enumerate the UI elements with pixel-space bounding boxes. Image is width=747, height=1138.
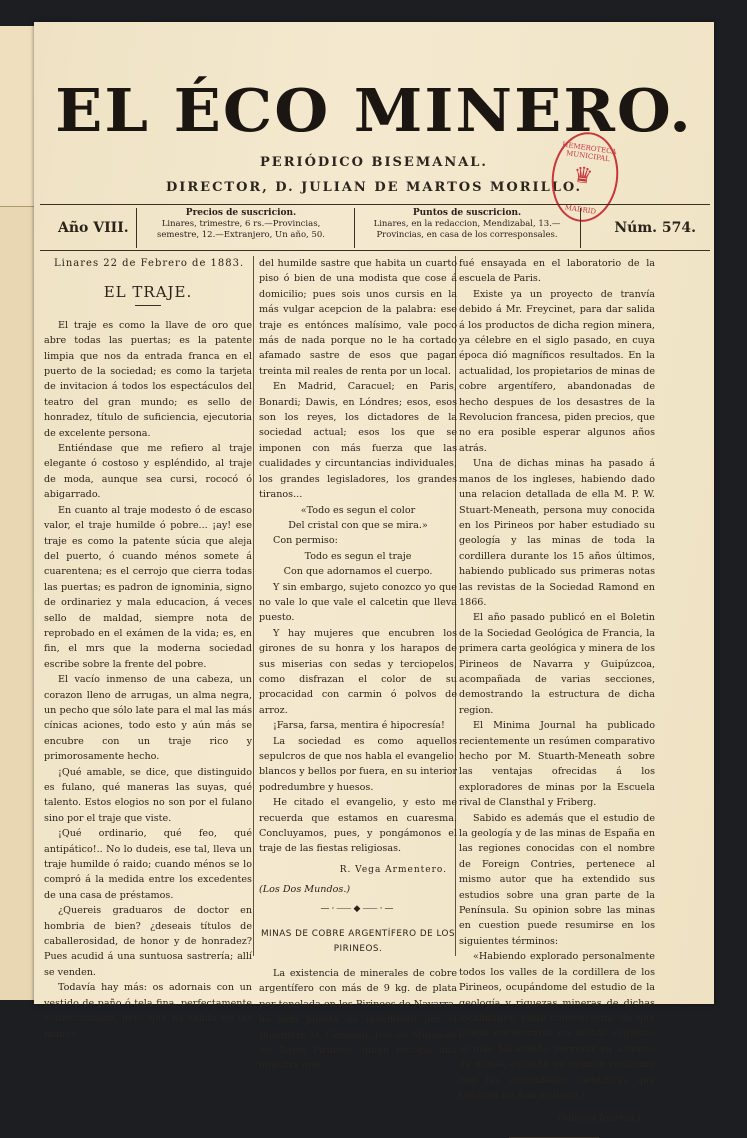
prices-title: Precios de suscricion. (185, 208, 297, 218)
source-note: (Los Dos Mundos.) (259, 884, 351, 896)
paragraph: He citado el evangelio, y esto me recuerda que estamos en cuaresma. Concluyamos, pues, y pongámonos el traje de las fiestas religiosas. (259, 797, 457, 855)
paragraph: En Madrid, Caracuel; en Paris, Bonardi; Dawis, en Lóndres; esos, esos son los reyes, los dictadores de la sociedad actual; esos los que se imponen con más fuerza que las cualidades y circuntancias individuales, los grandes legisladores, los grandes tiranos... (259, 381, 457, 501)
points-text: Linares, en la redaccion, Mendizabal, 13.—Provincias, en casa de los corresponsales. (373, 219, 561, 240)
paragraph: Una de dichas minas ha pasado á manos de los ingleses, habiendo dado una relacion detallada de ella M. P. W. Stuart-Meneath, persona muy conocida en los Pirineos por haber estudiado su geología y las minas de toda la cordillera durante los 15 años últimos, habiendo publicado sus primeras notas las revistas de la Sociedad Ramond en 1866. (459, 458, 655, 608)
title-dash (135, 305, 161, 306)
paragraph: Entiéndase que me refiero al traje elegante ó costoso y espléndido, al traje de moda, aunque sea cursi, rococó ó abigarrado. (44, 443, 252, 501)
paragraph: ¡Qué ordinario, qué feo, qué antipático!.. No lo dudeis, ese tal, lleva un traje humilde ó raido; cuando ménos se lo compró á la medida entre los excedentes de una casa de préstamos. (44, 828, 252, 901)
author-signature: R. Vega Armentero. (339, 864, 447, 875)
stamp-top-text: HEMEROTECA MUNICIPAL (561, 140, 618, 164)
paragraph: La existencia de minerales de cobre argentífero con más de 9 kg. de plata por tonelada en los Pirineos de Navarra, ha sido puesta de manifiesto por el Ingeniero M. Genseau, Jefe de Minas de los Bajos Pirineos, quien recogió una muestra que (259, 967, 457, 1072)
paragraph: Sabido es además que el estudio de la geología y de las minas de España en las regiones conocidas con el nombre de Foreign Contries, pertenece al mismo autor que ha extendido sus estudios sobre una gran parte de la Península. Su opinion sobre las minas en cuestion puede resumirse en los siguientes términos: (459, 812, 655, 947)
paragraph: ¡Farsa, farsa, mentira é hipocresía! (273, 720, 445, 732)
verse-line: Con que adornamos el cuerpo. (283, 566, 433, 578)
ornament-divider: —·⸺◆⸺·— (320, 903, 396, 914)
column-2 (259, 256, 457, 1074)
masthead-director: DIRECTOR, D. JULIAN DE MARTOS MORILLO. (166, 180, 582, 195)
points-title: Puntos de suscricion. (412, 208, 522, 218)
verse-line: «Todo es segun el color (300, 504, 416, 516)
source-note: (Mining Journal.) (557, 1113, 641, 1125)
previous-page-edge (0, 26, 37, 1000)
prices-text: Linares, trimestre, 6 rs.—Provincias, semestre, 12.—Extranjero, Un año, 50. (157, 219, 325, 240)
paragraph: Y hay mujeres que encubren los girones de su honra y los harapos de sus miserias con sedas y terciopelos, como disfrazan el color de su procacidad con carmin ó polvos de arroz. (259, 627, 457, 716)
column-3 (459, 256, 655, 1138)
paragraph: Y sin embargo, sujeto conozco yo que no vale lo que vale el calcetin que lleva puesto. (259, 581, 457, 624)
divider (354, 208, 355, 248)
column-1 (44, 256, 252, 1042)
article-title: EL TRAJE. (103, 283, 193, 302)
paragraph: El traje es como la llave de oro que abre todas las puertas; es la patente limpia que nos da entrada franca en el puerto de la sociedad; es como la tarjeta de invitacion á todos los espectáculos del teatro del gran mundo; es sello de honradez, título de suficiencia, ejecutoria de excelente persona. (44, 319, 252, 439)
masthead-title: EL ÉCO MINERO. (55, 75, 693, 146)
divider (580, 208, 581, 248)
paragraph: El vacío inmenso de una cabeza, un corazon lleno de arrugas, un alma negra, un pecho que sólo late para el mal las más cínicas aciones, todo esto y aún más se encubre con un traje rico y primorosamente hecho. (44, 674, 252, 763)
header-rule-top (40, 204, 710, 205)
subscription-bar (40, 206, 710, 250)
column-divider (253, 256, 254, 956)
issue-number: Núm. 574. (614, 220, 696, 236)
verse-line: Todo es segun el traje (304, 550, 412, 562)
page-tab (0, 26, 34, 207)
issue-year: Año VIII. (58, 220, 129, 236)
stamp-bottom-text: MADRID (564, 203, 597, 216)
points-box (362, 208, 572, 252)
dateline: Linares 22 de Febrero de 1883. (54, 258, 245, 269)
paragraph: El año pasado publicó en el Boletin de la Sociedad Geológica de Francia, la primera carta geológica y minera de los Pirineos de Navarra y Guipúzcoa, acompañada de varias secciones, demostrando la estructura de dicha region. (459, 612, 655, 716)
paragraph: del humilde sastre que habita un cuarto piso ó bien de una modista que cose á domicilio; pues sois unos cursis en la más vulgar acepcion de la palabra: ese traje es entónces malísimo, vale poco más de nada porque no le ha cortado afamado sastre de esos que pagan treinta mil reales de renta por un local. (259, 258, 457, 377)
prices-box (146, 208, 336, 252)
paragraph: El Minima Journal ha publicado recientemente un resúmen comparativo hecho por M. Stuarth-Meneath sobre las ventajas ofrecidas á los exploradores de minas por la Escuela rival de Clansthal y Friberg. (459, 720, 655, 809)
newspaper-page (34, 22, 714, 1125)
header-rule-bottom (40, 250, 710, 251)
crown-icon: ♛ (571, 162, 595, 190)
paragraph: «Habiendo explorado personalmente todos los valles de la cordillera de los Pirineos, ocupándome del estudio de la geología y riquezas mineras de dichas localidades, pude convencerme de que puede encontrarse en dichas regiones el mas halagüeño porvenir en asuntos de minas, estando mi opinion conforme con las autoridades científicas que tambien las han visitado.» (459, 951, 655, 1101)
paragraph: fué ensayada en el laboratorio de la escuela de Paris. (459, 258, 655, 285)
masthead-subtitle: PERIÓDICO BISEMANAL. (260, 155, 488, 170)
paragraph: Con permiso: (273, 535, 338, 547)
paragraph: Existe ya un proyecto de tranvía debido á Mr. Freycinet, para dar salida á los productos de dicha region minera, ya célebre en el siglo pasado, en cuya época dió magníficos resultados. En la actualidad, los propietarios de minas de cobre argentífero, abandonadas de hecho despues de los desastres de la Revolucion francesa, piden precios, que no era posible esperar algunos años atrás. (459, 288, 655, 454)
paragraph: ¡Qué amable, se dice, que distinguido es fulano, qué maneras las suyas, qué talento. Estos elogios no son por el fulano sino por el traje que viste. (44, 766, 252, 824)
verse-line: Del cristal con que se mira.» (288, 519, 428, 531)
section-title: MINAS DE COBRE ARGENTÍFERO DE LOS PIRINEOS. (260, 929, 456, 955)
divider (136, 208, 137, 248)
paragraph: ¿Quereis graduaros de doctor en hombria de bien? ¿deseais títulos de caballerosidad, de honor y de honradez? Pues acudid á una suntuosa sastrería; allí se venden. (44, 905, 252, 978)
paragraph: La sociedad es como aquellos sepulcros de que nos habla el evangelio: blancos y bellos por fuera, en su interior podredumbre y huesos. (259, 735, 457, 793)
paragraph: Todavía hay más: os adornais con un vestido de paño ó tela fina, perfectamente confeccionado, pero que ha salido de las manos (44, 982, 252, 1040)
paragraph: En cuanto al traje modesto ó de escaso valor, el traje humilde ó pobre... ¡ay! ese traje es como la patente súcia que aleja del puerto, ó cuando ménos somete á cuarentena; es el cerrojo que cierra todas las puertas; es padron de ignominia, signo de ordinariez y mala educacion, á veces sello de maldad, siempre nota de reprobado en el exámen de la vida; es, en fin, el mrs que la moderna sociedad escribe sobre la frente del pobre. (44, 504, 252, 670)
